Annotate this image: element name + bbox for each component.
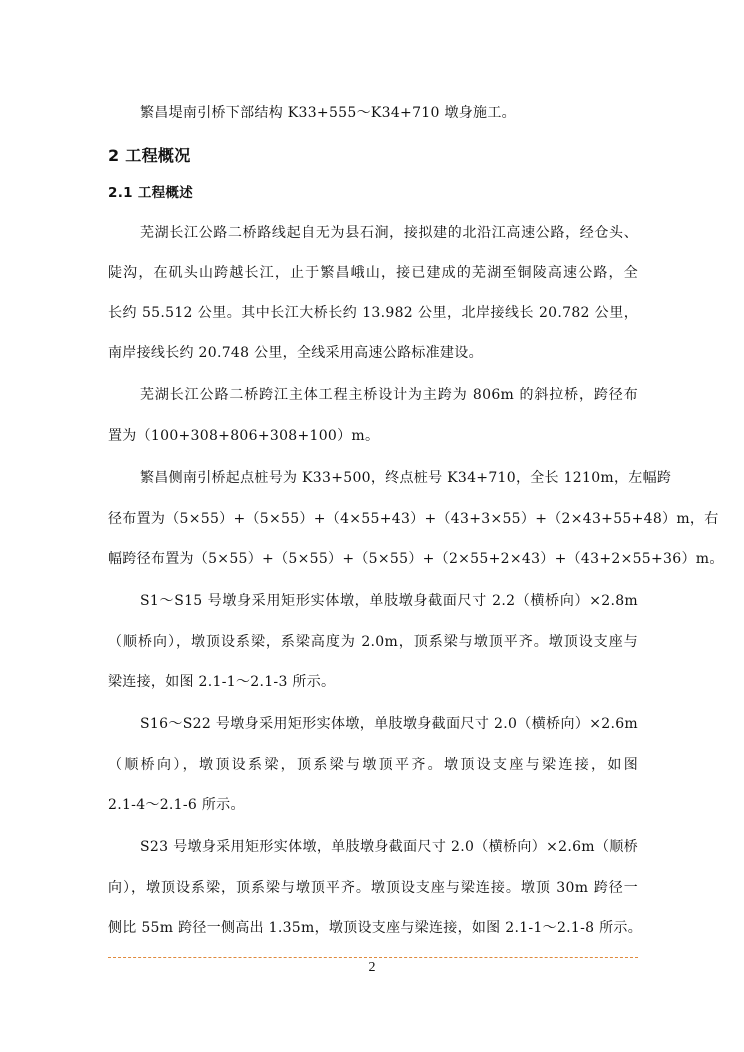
section-title: 2 工程概况 [108, 146, 191, 165]
paragraph-6-line-3: 侧比 55m 跨径一侧高出 1.35m，墩顶设支座与梁连接，如图 2.1-1～2.1-8 所示。 [108, 920, 642, 936]
paragraph-6-line-1: S23 号墩身采用矩形实体墩，单肢墩身截面尺寸 2.0（横桥向）×2.6m（顺桥 [140, 839, 638, 855]
paragraph-5-line-2: （顺桥向），墩顶设系梁，顶系梁与墩顶平齐。墩顶设支座与梁连接，如图 [108, 757, 638, 773]
subsection-title: 2.1 工程概述 [108, 185, 194, 201]
paragraph-3-line-1: 繁昌侧南引桥起点桩号为 K33+500，终点桩号 K34+710，全长 1210m，左幅跨 [140, 470, 672, 486]
paragraph-4-line-3: 梁连接，如图 2.1-1～2.1-3 所示。 [108, 674, 336, 690]
paragraph-1-line-4: 南岸接线长约 20.748 公里，全线采用高速公路标准建设。 [108, 345, 483, 361]
intro-line: 繁昌堤南引桥下部结构 K33+555～K34+710 墩身施工。 [140, 105, 516, 121]
paragraph-6-line-2: 向），墩顶设系梁，顶系梁与墩顶平齐。墩顶设支座与梁连接。墩顶 30m 跨径一 [108, 880, 638, 896]
paragraph-5-line-3: 2.1-4～2.1-6 所示。 [108, 797, 245, 813]
paragraph-3-line-2: 径布置为（5×55）+（5×55）+（4×55+43）+（43+3×55）+（2×43+55+48）m，右 [108, 511, 719, 527]
paragraph-2-line-2: 置为（100+308+806+308+100）m。 [108, 428, 380, 444]
paragraph-4-line-2: （顺桥向），墩顶设系梁，系梁高度为 2.0m，顶系梁与墩顶平齐。墩顶设支座与 [108, 634, 638, 650]
footer-divider [108, 957, 638, 958]
page-number: 2 [368, 960, 376, 975]
paragraph-5-line-1: S16～S22 号墩身采用矩形实体墩，单肢墩身截面尺寸 2.0（横桥向）×2.6m [140, 716, 638, 732]
paragraph-4-line-1: S1～S15 号墩身采用矩形实体墩，单肢墩身截面尺寸 2.2（横桥向）×2.8m [140, 593, 638, 609]
paragraph-1-line-3: 长约 55.512 公里。其中长江大桥长约 13.982 公里，北岸接线长 20.782 公里， [108, 305, 638, 321]
paragraph-1-line-2: 陡沟，在矶头山跨越长江，止于繁昌峨山，接已建成的芜湖至铜陵高速公路，全 [108, 265, 638, 281]
paragraph-2-line-1: 芜湖长江公路二桥跨江主体工程主桥设计为主跨为 806m 的斜拉桥，跨径布 [140, 387, 638, 403]
paragraph-3-line-3: 幅跨径布置为（5×55）+（5×55）+（5×55）+（2×55+2×43）+（43+2×55+36）m。 [108, 551, 724, 567]
paragraph-1-line-1: 芜湖长江公路二桥路线起自无为县石涧，接拟建的北沿江高速公路，经仓头、 [140, 225, 638, 241]
